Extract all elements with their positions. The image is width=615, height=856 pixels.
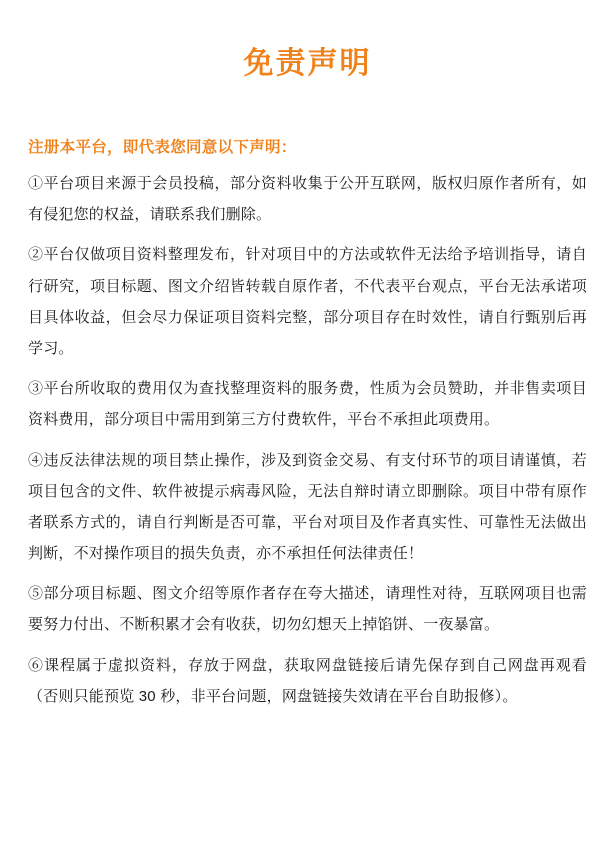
page-title: 免责声明 (243, 47, 372, 80)
clause-item: ⑥课程属于虚拟资料，存放于网盘，获取网盘链接后请先保存到自己网盘再观看（否则只能预览 30 秒，非平台问题，网盘链接失效请在平台自助报修）。 (28, 656, 587, 705)
clause-item: ③平台所收取的费用仅为查找整理资料的服务费，性质为会员赞助，并非售卖项目资料费用，部分项目中需用到第三方付费软件，平台不承担此项费用。 (28, 380, 587, 429)
clause-list (28, 159, 587, 712)
disclaimer-subtitle: 注册本平台，即代表您同意以下声明： (28, 139, 297, 156)
clause-item: ②平台仅做项目资料整理发布，针对项目中的方法或软件无法给予培训指导，请自行研究，项目标题、图文介绍皆转载自原作者，不代表平台观点，平台无法承诺项目具体收益，但会尽力保证项目资料完整，部分项目存在时效性，请自行甄别后再学习。 (28, 246, 587, 357)
clause-item: ⑤部分项目标题、图文介绍等原作者存在夸大描述，请理性对待，互联网项目也需要努力付出、不断积累才会有收获，切勿幻想天上掉馅饼、一夜暴富。 (28, 585, 587, 634)
clause-item: ④违反法律法规的项目禁止操作，涉及到资金交易、有支付环节的项目请谨慎，若项目包含的文件、软件被提示病毒风险，无法自辩时请立即删除。项目中带有原作者联系方式的，请自行判断是否可靠，平台对项目及作者真实性、可靠性无法做出判断，不对操作项目的损失负责，亦不承担任何法律责任！ (28, 451, 587, 563)
clause-item: ①平台项目来源于会员投稿，部分资料收集于公开互联网，版权归原作者所有，如有侵犯您的权益，请联系我们删除。 (28, 175, 587, 224)
